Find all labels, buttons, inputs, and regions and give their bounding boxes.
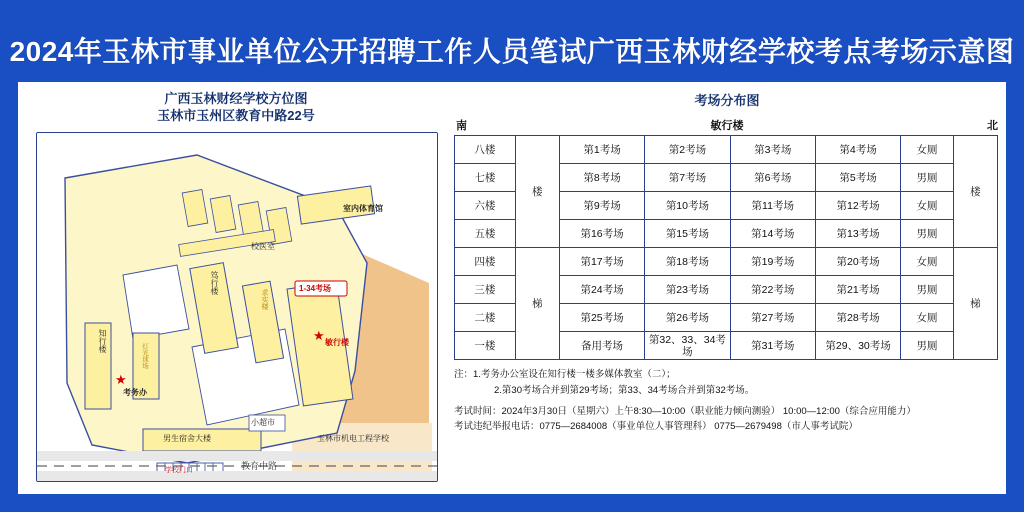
room-cell: 第13考场: [815, 220, 900, 248]
map-label-duxing: 笃行楼: [210, 271, 219, 295]
floor-cell: 三楼: [455, 276, 516, 304]
room-cell: 第18考场: [645, 248, 730, 276]
map-label-mini-mart: 小超市: [251, 418, 275, 427]
room-cell: 第2考场: [645, 136, 730, 164]
room-cell: 第21考场: [815, 276, 900, 304]
room-cell: 第25考场: [559, 304, 644, 332]
room-cell: 第27考场: [730, 304, 815, 332]
toilet-cell: 男厕: [901, 276, 953, 304]
map-label-minxing: 敏行楼: [325, 338, 349, 347]
room-cell: 第19考场: [730, 248, 815, 276]
floor-cell: 六楼: [455, 192, 516, 220]
floor-cell: 二楼: [455, 304, 516, 332]
campus-map-drawing: [37, 133, 437, 481]
toilet-cell: 女厕: [901, 192, 953, 220]
room-cell: 第9考场: [559, 192, 644, 220]
map-label-male-dorm: 男生宿舍大楼: [163, 434, 211, 443]
exam-time: 考试时间：2024年3月30日（星期六）上午8:30—10:00（职业能力倾向测验） 10:00—12:00（综合应用能力）: [454, 406, 916, 417]
room-cell: 第24考场: [559, 276, 644, 304]
room-cell: 备用考场: [559, 332, 644, 360]
room-cell: 第31考场: [730, 332, 815, 360]
room-cell: 第1考场: [559, 136, 644, 164]
building-name: 敏行楼: [710, 120, 744, 132]
table-row: [455, 136, 998, 164]
floor-cell: 七楼: [455, 164, 516, 192]
toilet-cell: 女厕: [901, 304, 953, 332]
floor-cell: 一楼: [455, 332, 516, 360]
page-title: 2024年玉林市事业单位公开招聘工作人员笔试广西玉林财经学校考点考场示意图: [9, 36, 1015, 67]
toilet-cell: 男厕: [901, 164, 953, 192]
campus-map-section: [26, 88, 446, 488]
table-row: [455, 248, 998, 276]
room-cell: 第28考场: [815, 304, 900, 332]
direction-row: [454, 117, 1000, 133]
toilet-cell: 男厕: [901, 332, 953, 360]
room-cell: 第14考场: [730, 220, 815, 248]
floor-cell: 四楼: [455, 248, 516, 276]
room-cell: 第29、30考场: [815, 332, 900, 360]
room-cell: 第6考场: [730, 164, 815, 192]
stair-right-top: 楼: [953, 136, 997, 248]
report-phone: 考试违纪举报电话：0775—2684008（事业单位人事管理科） 0775—2679498（市人事考试院）: [454, 421, 858, 432]
room-cell: 第10考场: [645, 192, 730, 220]
floor-cell: 八楼: [455, 136, 516, 164]
direction-south: 南: [456, 120, 467, 132]
room-cell: 第26考场: [645, 304, 730, 332]
floor-cell: 五楼: [455, 220, 516, 248]
map-label-clinic: 校医室: [251, 242, 275, 251]
toilet-cell: 男厕: [901, 220, 953, 248]
map-title-line1: 广西玉林财经学校方位图: [164, 91, 308, 106]
room-cell: 第16考场: [559, 220, 644, 248]
exam-chart-title: 考场分布图: [694, 93, 760, 108]
map-label-gate: 学校门口: [165, 467, 193, 474]
exam-room-table: [454, 135, 998, 360]
room-cell: 第23考场: [645, 276, 730, 304]
star-marker-minxing: ★: [313, 328, 325, 343]
direction-north: 北: [987, 120, 998, 132]
room-cell: 第4考场: [815, 136, 900, 164]
map-canvas: [36, 132, 438, 482]
stair-left-top: 楼: [515, 136, 559, 248]
map-label-gym: 室内体育馆: [343, 204, 383, 213]
content-panel: [18, 82, 1006, 494]
star-marker-exam-office: ★: [115, 372, 127, 387]
room-cell: 第15考场: [645, 220, 730, 248]
room-cell: 第17考场: [559, 248, 644, 276]
map-title-line2: 玉林市玉州区教育中路22号: [157, 108, 315, 123]
room-cell: 第22考场: [730, 276, 815, 304]
room-cell: 第7考场: [645, 164, 730, 192]
exam-chart-section: [454, 88, 1000, 488]
room-cell: 第11考场: [730, 192, 815, 220]
room-cell: 第12考场: [815, 192, 900, 220]
map-label-road: 教育中路: [241, 461, 278, 471]
toilet-cell: 女厕: [901, 248, 953, 276]
map-label-qiushi: 求实楼: [261, 289, 268, 310]
page-title-bar: [0, 26, 1024, 74]
map-label-exam-office: 考务办: [123, 388, 147, 397]
room-cell: 第8考场: [559, 164, 644, 192]
notes-block: [454, 368, 1000, 398]
room-cell: 第5考场: [815, 164, 900, 192]
map-label-court: 灯光球场: [141, 343, 148, 369]
exam-time-block: [454, 404, 1000, 434]
toilet-cell: 女厕: [901, 136, 953, 164]
map-label-exam-range: 1-34考场: [299, 284, 332, 293]
room-cell: 第20考场: [815, 248, 900, 276]
note-line-2: 2.第30考场合并到第29考场；第33、34考场合并到第32考场。: [494, 385, 755, 396]
note-line-1: 注：1.考务办公室设在知行楼一楼多媒体教室（二）；: [454, 369, 676, 380]
stair-right-bottom: 梯: [953, 248, 997, 360]
room-cell: 第32、33、34考场: [645, 332, 730, 360]
stair-left-bottom: 梯: [515, 248, 559, 360]
map-label-vocational-school: 玉林市机电工程学校: [317, 434, 389, 443]
room-cell: 第3考场: [730, 136, 815, 164]
map-title: [26, 90, 446, 124]
map-label-zhixing: 知行楼: [98, 329, 107, 353]
